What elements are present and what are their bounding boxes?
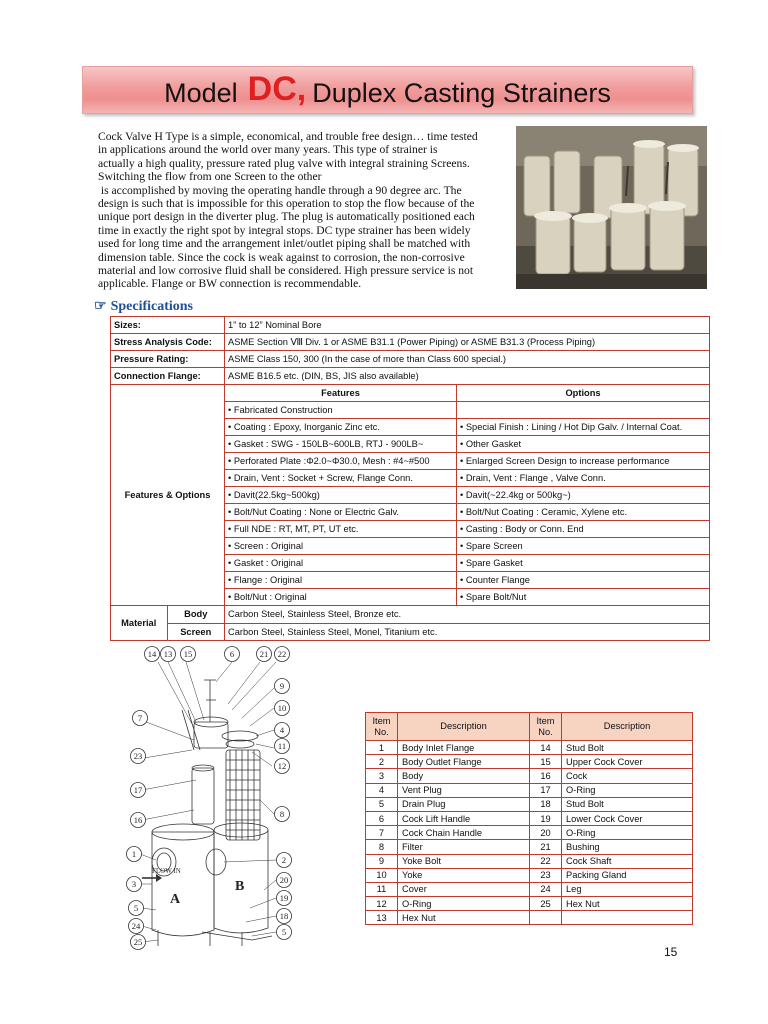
spec-row-sizes bbox=[111, 317, 710, 334]
item-desc: Stud Bolt bbox=[562, 741, 693, 755]
item-desc: O-Ring bbox=[398, 897, 530, 911]
parts-row bbox=[366, 797, 693, 811]
svg-text:2: 2 bbox=[281, 855, 287, 865]
item-desc: Filter bbox=[398, 840, 530, 854]
parts-row bbox=[366, 911, 693, 925]
svg-text:19: 19 bbox=[279, 893, 289, 903]
item-desc: Body bbox=[398, 769, 530, 783]
option-cell: • Spare Screen bbox=[457, 538, 710, 555]
item-desc: Hex Nut bbox=[398, 911, 530, 925]
item-desc: Vent Plug bbox=[398, 783, 530, 797]
svg-text:16: 16 bbox=[133, 815, 143, 825]
item-no: 13 bbox=[366, 911, 398, 925]
svg-text:11: 11 bbox=[277, 741, 287, 751]
callout-1 bbox=[127, 847, 142, 862]
item-desc: Leg bbox=[562, 882, 693, 896]
pointing-hand-icon: ☞ bbox=[94, 299, 107, 314]
option-cell: • Bolt/Nut Coating : Ceramic, Xylene etc. bbox=[457, 504, 710, 521]
svg-text:14: 14 bbox=[147, 649, 157, 659]
svg-text:3: 3 bbox=[131, 879, 137, 889]
parts-table bbox=[365, 712, 693, 925]
parts-row bbox=[366, 854, 693, 868]
svg-text:5: 5 bbox=[281, 927, 287, 937]
svg-text:25: 25 bbox=[133, 937, 143, 947]
item-desc: Packing Gland bbox=[562, 868, 693, 882]
chamber-a-label: A bbox=[170, 892, 181, 907]
callout-6 bbox=[225, 647, 240, 662]
item-desc: Cover bbox=[398, 882, 530, 896]
pressure-label: Pressure Rating: bbox=[111, 351, 225, 368]
title-banner bbox=[82, 66, 693, 114]
item-no: 16 bbox=[530, 769, 562, 783]
item-desc: Cock Lift Handle bbox=[398, 811, 530, 825]
feature-cell: • Drain, Vent : Socket + Screw, Flange Conn. bbox=[225, 470, 457, 487]
item-no: 11 bbox=[366, 882, 398, 896]
feature-cell: • Perforated Plate :Φ2.0~Φ30.0, Mesh : #4~#500 bbox=[225, 453, 457, 470]
option-cell: • Enlarged Screen Design to increase performance bbox=[457, 453, 710, 470]
description-header: Description bbox=[398, 713, 530, 741]
option-cell: • Special Finish : Lining / Hot Dip Galv. / Internal Coat. bbox=[457, 419, 710, 436]
parts-row bbox=[366, 755, 693, 769]
callout-16 bbox=[131, 813, 146, 828]
features-header: Features bbox=[225, 385, 457, 402]
item-desc bbox=[562, 911, 693, 925]
option-cell bbox=[457, 402, 710, 419]
sizes-label: Sizes: bbox=[111, 317, 225, 334]
svg-text:10: 10 bbox=[277, 703, 287, 713]
svg-text:5: 5 bbox=[133, 903, 139, 913]
item-no: 24 bbox=[530, 882, 562, 896]
parts-row bbox=[366, 811, 693, 825]
item-no: 3 bbox=[366, 769, 398, 783]
item-no: 25 bbox=[530, 897, 562, 911]
svg-text:1: 1 bbox=[131, 849, 137, 859]
item-no: 19 bbox=[530, 811, 562, 825]
item-desc: Cock Chain Handle bbox=[398, 826, 530, 840]
svg-text:24: 24 bbox=[131, 921, 141, 931]
feature-cell: • Screen : Original bbox=[225, 538, 457, 555]
callout-10 bbox=[275, 701, 290, 716]
item-no: 2 bbox=[366, 755, 398, 769]
item-no: 22 bbox=[530, 854, 562, 868]
svg-text:4: 4 bbox=[279, 725, 285, 735]
body-material-value: Carbon Steel, Stainless Steel, Bronze etc. bbox=[225, 606, 710, 624]
item-no: 4 bbox=[366, 783, 398, 797]
item-no bbox=[530, 911, 562, 925]
material-label-cell bbox=[111, 606, 225, 641]
exploded-view-diagram bbox=[122, 640, 302, 956]
svg-text:15: 15 bbox=[183, 649, 193, 659]
callout-5 bbox=[129, 901, 144, 916]
parts-row bbox=[366, 897, 693, 911]
stress-value: ASME Section Ⅷ Div. 1 or ASME B31.1 (Power Piping) or ASME B31.3 (Process Piping) bbox=[225, 334, 710, 351]
specifications-table bbox=[110, 316, 710, 641]
callout-23 bbox=[131, 749, 146, 764]
callout-15 bbox=[181, 647, 196, 662]
stress-label: Stress Analysis Code: bbox=[111, 334, 225, 351]
svg-text:20: 20 bbox=[279, 875, 289, 885]
item-desc: Body Outlet Flange bbox=[398, 755, 530, 769]
flange-value: ASME B16.5 etc. (DIN, BS, JIS also available) bbox=[225, 368, 710, 385]
flange-label: Connection Flange: bbox=[111, 368, 225, 385]
callout-20 bbox=[277, 873, 292, 888]
feature-cell: • Bolt/Nut : Original bbox=[225, 589, 457, 606]
title-rest: Duplex Casting Strainers bbox=[312, 78, 611, 108]
feature-cell: • Fabricated Construction bbox=[225, 402, 457, 419]
svg-text:18: 18 bbox=[279, 911, 289, 921]
item-no: 1 bbox=[366, 741, 398, 755]
callout-14 bbox=[145, 647, 160, 662]
callout-21 bbox=[257, 647, 272, 662]
callout-18 bbox=[277, 909, 292, 924]
item-desc: O-Ring bbox=[562, 783, 693, 797]
parts-row bbox=[366, 840, 693, 854]
title-model: Model bbox=[164, 78, 238, 108]
item-desc: O-Ring bbox=[562, 826, 693, 840]
callout-24 bbox=[129, 919, 144, 934]
specifications-heading bbox=[94, 298, 193, 315]
option-cell: • Davit(~22.4kg or 500kg~) bbox=[457, 487, 710, 504]
parts-header-row bbox=[366, 713, 693, 741]
callout-7 bbox=[133, 711, 148, 726]
feature-cell: • Full NDE : RT, MT, PT, UT etc. bbox=[225, 521, 457, 538]
item-desc: Lower Cock Cover bbox=[562, 811, 693, 825]
callout-13 bbox=[161, 647, 176, 662]
parts-row bbox=[366, 783, 693, 797]
chamber-b-label: B bbox=[235, 879, 245, 894]
callout-19 bbox=[277, 891, 292, 906]
callout-2 bbox=[277, 853, 292, 868]
item-no: 9 bbox=[366, 854, 398, 868]
feature-cell: • Davit(22.5kg~500kg) bbox=[225, 487, 457, 504]
option-cell: • Casting : Body or Conn. End bbox=[457, 521, 710, 538]
svg-text:8: 8 bbox=[279, 809, 285, 819]
pressure-value: ASME Class 150, 300 (In the case of more than Class 600 special.) bbox=[225, 351, 710, 368]
item-desc: Body Inlet Flange bbox=[398, 741, 530, 755]
item-no: 21 bbox=[530, 840, 562, 854]
features-header-row bbox=[111, 385, 710, 402]
option-cell: • Spare Bolt/Nut bbox=[457, 589, 710, 606]
item-no: 18 bbox=[530, 797, 562, 811]
svg-text:12: 12 bbox=[277, 761, 287, 771]
item-no: 5 bbox=[366, 797, 398, 811]
option-cell: • Drain, Vent : Flange , Valve Conn. bbox=[457, 470, 710, 487]
item-no-header: Item No. bbox=[530, 713, 562, 741]
svg-text:13: 13 bbox=[163, 649, 173, 659]
feature-cell: • Gasket : Original bbox=[225, 555, 457, 572]
item-no: 23 bbox=[530, 868, 562, 882]
callout-22 bbox=[275, 647, 290, 662]
description-header: Description bbox=[562, 713, 693, 741]
item-desc: Drain Plug bbox=[398, 797, 530, 811]
callout-12 bbox=[275, 759, 290, 774]
feature-cell: • Coating : Epoxy, Inorganic Zinc etc. bbox=[225, 419, 457, 436]
item-no: 15 bbox=[530, 755, 562, 769]
option-cell: • Other Gasket bbox=[457, 436, 710, 453]
options-header: Options bbox=[457, 385, 710, 402]
spec-row-stress bbox=[111, 334, 710, 351]
parts-row bbox=[366, 868, 693, 882]
callout-11 bbox=[275, 739, 290, 754]
spec-row-flange bbox=[111, 368, 710, 385]
body-label: Body bbox=[167, 606, 224, 623]
option-cell: • Spare Gasket bbox=[457, 555, 710, 572]
item-no: 14 bbox=[530, 741, 562, 755]
item-no: 12 bbox=[366, 897, 398, 911]
item-desc: Upper Cock Cover bbox=[562, 755, 693, 769]
svg-text:22: 22 bbox=[277, 649, 287, 659]
parts-row bbox=[366, 769, 693, 783]
product-photo bbox=[516, 126, 707, 289]
parts-row bbox=[366, 882, 693, 896]
material-label: Material bbox=[111, 606, 167, 640]
feature-cell: • Flange : Original bbox=[225, 572, 457, 589]
item-desc: Yoke Bolt bbox=[398, 854, 530, 868]
item-no-header: Item No. bbox=[366, 713, 398, 741]
svg-text:9: 9 bbox=[279, 681, 285, 691]
svg-text:23: 23 bbox=[133, 751, 143, 761]
item-no: 20 bbox=[530, 826, 562, 840]
material-body-row bbox=[111, 606, 710, 624]
item-desc: Stud Bolt bbox=[562, 797, 693, 811]
features-options-label: Features & Options bbox=[111, 385, 225, 606]
screen-label: Screen bbox=[180, 626, 212, 637]
parts-row bbox=[366, 741, 693, 755]
svg-text:6: 6 bbox=[229, 649, 235, 659]
item-desc: Bushing bbox=[562, 840, 693, 854]
parts-row bbox=[366, 826, 693, 840]
callout-9 bbox=[275, 679, 290, 694]
item-no: 10 bbox=[366, 868, 398, 882]
item-no: 6 bbox=[366, 811, 398, 825]
flow-in-label: FLOW IN bbox=[152, 867, 181, 875]
feature-cell: • Bolt/Nut Coating : None or Electric Galv. bbox=[225, 504, 457, 521]
callout-25 bbox=[131, 935, 146, 950]
intro-text bbox=[98, 130, 510, 291]
item-no: 8 bbox=[366, 840, 398, 854]
callout-8 bbox=[275, 807, 290, 822]
spec-row-pressure bbox=[111, 351, 710, 368]
item-desc: Cock Shaft bbox=[562, 854, 693, 868]
specifications-label: Specifications bbox=[110, 299, 194, 314]
callout-5b bbox=[277, 925, 292, 940]
item-desc: Yoke bbox=[398, 868, 530, 882]
svg-text:21: 21 bbox=[259, 649, 269, 659]
callout-3 bbox=[127, 877, 142, 892]
callout-17 bbox=[131, 783, 146, 798]
page-number: 15 bbox=[664, 945, 678, 959]
title-dc: DC, bbox=[247, 70, 307, 108]
sizes-value: 1” to 12” Nominal Bore bbox=[225, 317, 710, 334]
intro-paragraph: Cock Valve H Type is a simple, economical, and trouble free design… time tested in applications around the world over many years. This type of strainer is actually a high quality, pressure rated plug valve with integral straining Screens. Switching the flow from one Screen to the other is accomplished by moving the operating handle through a 90 degree arc. The design is such that is impossible for this operation to stop the flow because of the unique port design in the diverter plug. The plug is automatically positioned each time in exactly the right spot by integral stops. DC type strainer has been widely used for long time and the arrangement inlet/outlet piping shall be matched with dimension table. Since the cock is weak against to corrosion, the non-corrosive material and low corrosive fluid shall be considered. High pressure service is not applicable. Flange or BW connection is recommendable. bbox=[98, 130, 478, 291]
callout-4 bbox=[275, 723, 290, 738]
item-desc: Cock bbox=[562, 769, 693, 783]
item-no: 17 bbox=[530, 783, 562, 797]
screen-material-value: Carbon Steel, Stainless Steel, Monel, Titanium etc. bbox=[225, 623, 710, 641]
item-desc: Hex Nut bbox=[562, 897, 693, 911]
option-cell: • Counter Flange bbox=[457, 572, 710, 589]
svg-text:17: 17 bbox=[133, 785, 143, 795]
svg-text:7: 7 bbox=[137, 713, 143, 723]
feature-cell: • Gasket : SWG - 150LB~600LB, RTJ - 900LB~ bbox=[225, 436, 457, 453]
item-no: 7 bbox=[366, 826, 398, 840]
